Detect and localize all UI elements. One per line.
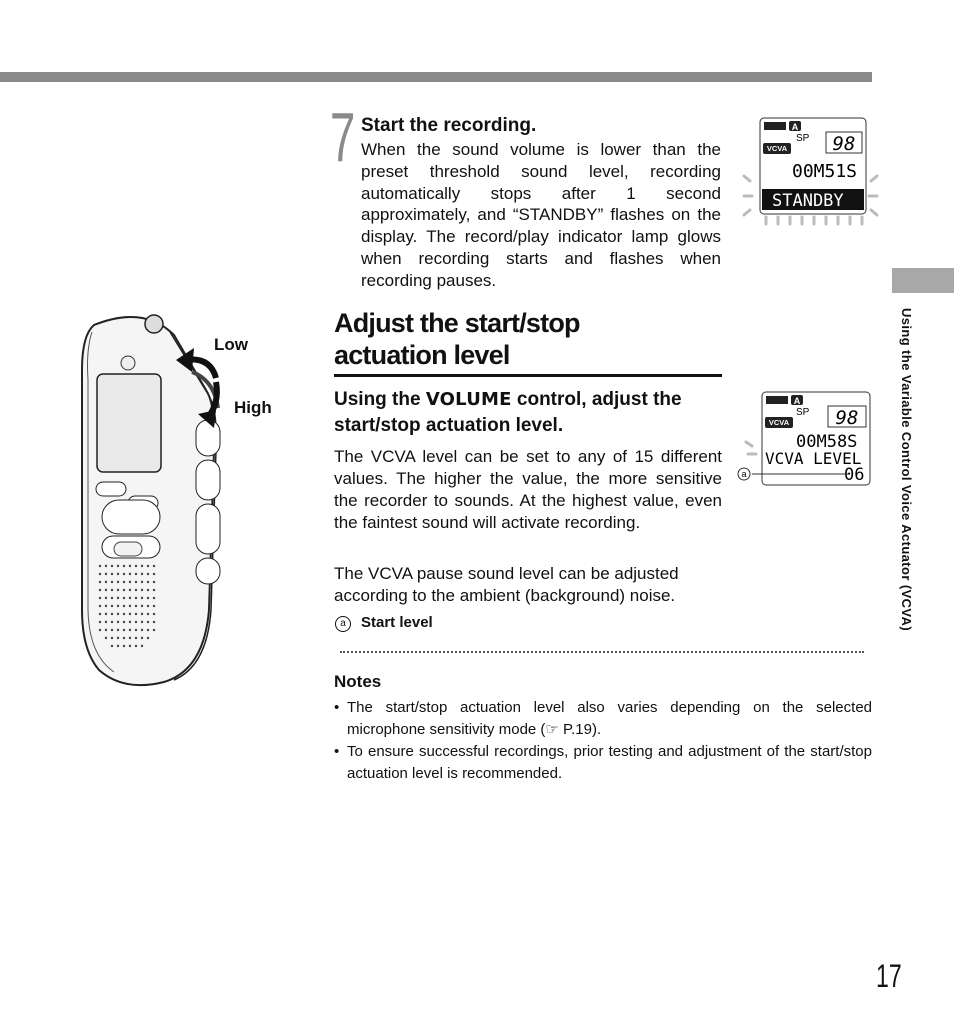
header-bar [0,72,872,82]
sub-title-rest: control, adjust the start/stop actuation level. [334,389,682,436]
vcva-indicator: VCVA [766,144,788,153]
section-title [334,307,722,377]
side-tab-label: Using the Variable Control Voice Actuator (VCVA) [899,308,914,632]
folder-indicator: A [791,122,799,132]
microphone-icon [145,315,163,333]
file-count: 98 [835,407,859,429]
vcva-indicator: VCVA [768,418,790,427]
start-level-legend [335,614,433,632]
button-icon [96,482,126,496]
step-body: When the sound volume is lower than the preset threshold sound level, recording automatically stops after 1 second approximately, and “STANDBY” flashes on the display. The record/play indicator lamp glows when recording starts and flashes when recording pauses. [361,140,721,290]
flash-rays [746,442,756,454]
high-label: High [234,398,272,417]
notes-list [334,697,872,785]
mode-indicator: SP [796,133,810,144]
brand-logo-icon [121,356,135,370]
vcva-level-value: 06 [844,465,865,485]
sub-title-prefix: Using the [334,389,426,410]
vcva-pause-paragraph: The VCVA pause sound level can be adjusted according to the ambient (background) noise. [334,564,679,605]
section-title-line2: actuation level [334,340,510,370]
volume-keyword: VOLUME [425,389,512,410]
step-number: 7 [330,98,356,176]
notes-title: Notes [334,672,382,691]
note-item: • The start/stop actuation level also varies depending on the selected microphone sensitivity mode (☞ P.19). [334,697,872,741]
record-button-icon [102,500,160,534]
side-button-icon [196,504,220,554]
notes-divider [340,651,864,653]
folder-indicator: A [793,396,801,406]
display-window [97,374,161,472]
page-number: 17 [876,958,902,994]
callout-label: Start level [361,614,433,631]
side-button-icon [196,558,220,584]
lcd-display-vcva-level [736,388,874,488]
elapsed-time: 00M51S [792,161,858,182]
mode-indicator: SP [796,407,810,418]
low-label: Low [214,335,248,354]
play-button-icon [114,542,142,556]
note-item: • To ensure successful recordings, prior testing and adjustment of the start/stop actuation level is recommended. [334,741,872,785]
callout-marker: a [335,616,351,632]
sub-title [334,387,724,439]
vcva-level-label: VCVA LEVEL [765,449,862,468]
callout-marker: a [741,469,747,479]
step-title: Start the recording. [361,115,537,136]
file-count: 98 [832,133,856,155]
lcd-display-standby [740,108,882,232]
section-title-line1: Adjust the start/stop [334,308,580,338]
side-tab-marker [892,268,954,293]
side-button-icon [196,460,220,500]
battery-icon [764,122,786,130]
vcva-levels-paragraph: The VCVA level can be set to any of 15 different values. The higher the value, the more sensitive the recorder to sounds. At the highest value, even the faintest sound will activate recording. [334,447,722,532]
battery-icon [766,396,788,404]
elapsed-time: 00M58S [796,432,858,452]
status-text: STANDBY [772,191,844,211]
